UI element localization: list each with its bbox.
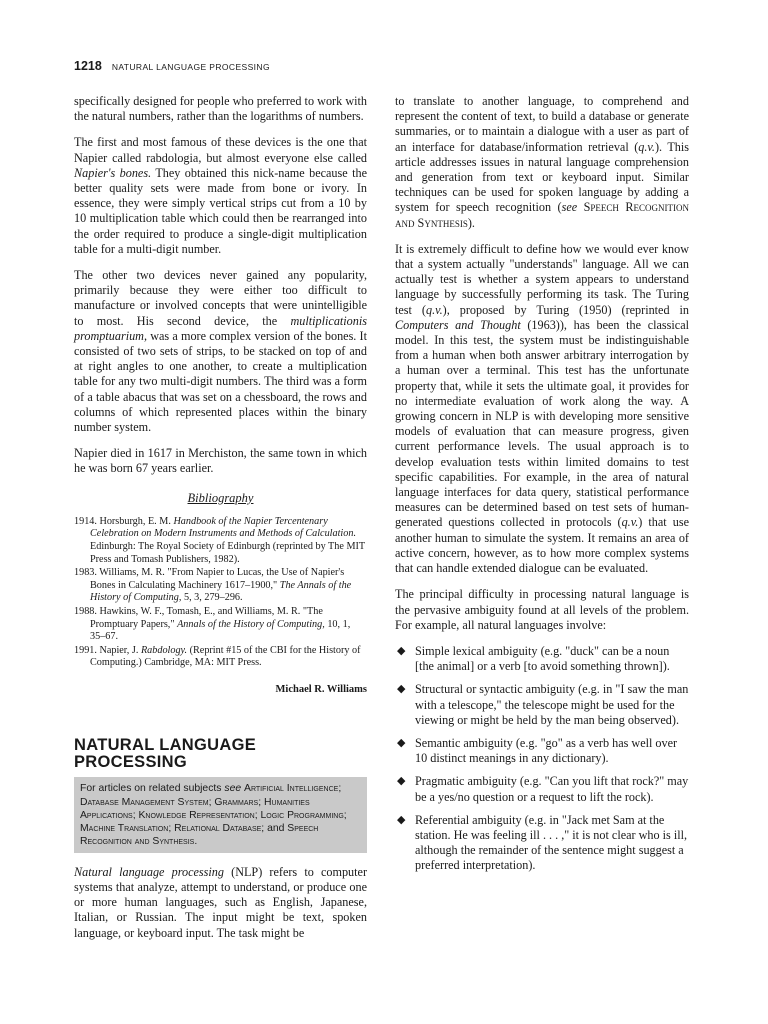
paragraph: Napier died in 1617 in Merchiston, the same town in which he was born 67 years earlier. bbox=[74, 446, 367, 476]
text-run: 10, 1, 35–67. bbox=[90, 618, 351, 643]
section-title-line: PROCESSING bbox=[74, 753, 188, 772]
page-number: 1218 bbox=[74, 59, 102, 73]
text-run: ) that use another human to simulate the system. It remains an area of active concern, however, as to how more complex systems that can handle extended dialogue can be evaluated. bbox=[395, 515, 689, 576]
running-head-title: NATURAL LANGUAGE PROCESSING bbox=[111, 62, 270, 72]
cross-reference: Knowledge Representation bbox=[138, 809, 255, 821]
list-item bbox=[395, 644, 689, 674]
bibliography-entry bbox=[74, 516, 367, 566]
text-run: The first and most famous of these devices is the one that Napier called rabdologia, but almost everyone else called bbox=[74, 135, 367, 165]
list-item-text: Structural or syntactic ambiguity (e.g. in "I saw the man with a telescope," the telescope might be used for the viewing or might be held by the man being observed). bbox=[415, 682, 689, 727]
list-item-text: Pragmatic ambiguity (e.g. "Can you lift that rock?" may be a yes/no question or a request to lift the rock). bbox=[415, 774, 689, 804]
list-item-text: Simple lexical ambiguity (e.g. "duck" can be a noun [the animal] or a verb [to avoid something thrown]). bbox=[415, 643, 670, 674]
bibliography-entry bbox=[74, 645, 367, 670]
bibliography-entry bbox=[74, 567, 367, 605]
list-item bbox=[395, 774, 689, 804]
paragraph bbox=[74, 268, 367, 435]
text-run: (1963)), has been the classical model. In this test, the system must be indistinguishable from a human when both answer arbitrary interrogation by a human over a terminal. This test has the unfortunate property that, while it sets the ultimate goal, it provides for no intermediate evaluation of work along the way. A growing concern in NLP is with developing more sensitive models of evaluation that can measure progress, given current performance levels. The usual approach is to develop evaluation tests within limited domains to test specific capabilities. For example, in the area of natural language interfaces for data query, statistical performance measures can be determined based on test sets of human-generated questions collected in protocols ( bbox=[395, 317, 689, 530]
separator: ; bbox=[132, 809, 139, 821]
paragraph bbox=[395, 94, 689, 231]
italic-title: The Annals of the History of Computing, bbox=[90, 579, 352, 604]
related-subjects-box bbox=[74, 777, 367, 852]
list-item bbox=[395, 682, 689, 728]
separator: ; bbox=[168, 823, 175, 835]
text-run: ). bbox=[467, 215, 475, 230]
italic-title: Rabdology. bbox=[140, 644, 188, 656]
separator: ; bbox=[343, 809, 347, 821]
italic-title: Computers and Thought bbox=[395, 317, 521, 332]
right-column bbox=[395, 94, 689, 882]
separator: ; and bbox=[261, 823, 288, 835]
bibliography-entry bbox=[74, 606, 367, 644]
list-item-text: Referential ambiguity (e.g. in "Jack met Sam at the station. He was feeling ill . . . ," it is not clear who is ill, although the remainder of the sentence might suggest a preferred interpretation). bbox=[415, 812, 688, 873]
text-run: was a more complex version of the bones. It consisted of two sets of strips, to be stacked on top of and at right angles to one another, to create a multiplication table for any two multi-digit numbers. The third was a form of a table abacus that was set on a chessboard, the rows and columns of which represented places within the binary number system. bbox=[74, 328, 367, 435]
cross-reference: Grammars bbox=[214, 796, 259, 808]
diamond-bullet-icon: ◆ bbox=[397, 683, 406, 696]
text-run: For articles on related subjects bbox=[80, 783, 225, 795]
see-label: see bbox=[561, 200, 578, 215]
text-run: The other two devices never gained any popularity, primarily because they were either too difficult to manufacture or involved concepts that were unintelligible to most. His second device, the bbox=[74, 268, 367, 328]
cross-reference: Logic Programming bbox=[260, 809, 344, 821]
text-run: 5, 3, 279–296. bbox=[181, 592, 243, 604]
list-item bbox=[395, 813, 689, 874]
italic-term: multiplicationis promptuarium, bbox=[74, 313, 367, 343]
bibliography-heading: Bibliography bbox=[187, 490, 254, 505]
cross-reference: Machine Translation bbox=[80, 823, 169, 835]
diamond-bullet-icon: ◆ bbox=[397, 775, 406, 788]
paragraph bbox=[395, 242, 689, 576]
paragraph: The principal difficulty in processing natural language is the pervasive ambiguity found at all levels of the problem. For example, all natural languages involve: bbox=[395, 587, 689, 632]
left-column bbox=[74, 94, 367, 952]
text-run: 1988. Hawkins, W. F., Tomash, E., and Williams, M. R. "The Promptuary Papers," bbox=[74, 606, 323, 630]
italic-title: Handbook of the Napier Tercentenary Celebration on Modern Instruments and Methods of Calculation. bbox=[90, 515, 356, 540]
separator: ; bbox=[208, 796, 215, 808]
bibliography-list bbox=[74, 516, 367, 670]
section-title-line: NATURAL LANGUAGE bbox=[74, 736, 257, 755]
text-run: (NLP) refers to computer systems that analyze, attempt to understand, or produce one or more human languages, such as English, Japanese, Italian, or Russian. The input might be text, spoken language, or keyboard input. The task might be bbox=[74, 864, 367, 940]
list-item bbox=[395, 736, 689, 766]
text-run: 1983. Williams, M. R. "From Napier to Lucas, the Use of Napier's Bones in Calculating Machinery 1617–1900," bbox=[74, 567, 345, 591]
text-run: They obtained this nick-name because the better quality sets were made from bone or ivory. In essence, they were simply vertical strips cut from a 10 by 10 multiplication table which could then be rearranged into the order required to produce a single-digit multiplication table for a multi-digit number. bbox=[74, 165, 367, 256]
paragraph bbox=[74, 135, 367, 257]
separator: . bbox=[194, 836, 198, 848]
text-run: to translate to another language, to comprehend and represent the content of text, to build a database or generate summaries, or to maintain a dialogue with a user as part of an interface for database/information retrieval ( bbox=[395, 94, 689, 154]
separator: ; bbox=[254, 809, 261, 821]
separator: ; bbox=[258, 796, 265, 808]
italic-term: Natural language processing bbox=[74, 864, 224, 879]
cross-reference: Humanities Applications bbox=[80, 796, 310, 821]
section-title bbox=[74, 737, 367, 771]
diamond-bullet-icon: ◆ bbox=[397, 644, 406, 657]
text-run: It is extremely difficult to define how we would ever know that a system actually "understands" language. All we can actually test is whether a system appears to understand language by successfully performing its task. The Turing test ( bbox=[395, 241, 689, 317]
text-run: ). This article addresses issues in natural language comprehension and generation from text or keyboard input. Similar techniques can be used for spoken language by adding a system for speech recognition ( bbox=[395, 139, 689, 215]
running-head bbox=[74, 57, 270, 75]
list-item-text: Semantic ambiguity (e.g. "go" as a verb has well over 10 distinct meanings in any dictionary). bbox=[415, 735, 678, 766]
diamond-bullet-icon: ◆ bbox=[397, 813, 406, 826]
text-run: ), proposed by Turing (1950) (reprinted in bbox=[442, 302, 690, 317]
text-run: 1914. Horsburgh, E. M. bbox=[74, 515, 174, 527]
article-author: Michael R. Williams bbox=[275, 684, 367, 695]
cross-reference: Speech Recognition and Synthesis bbox=[395, 200, 689, 230]
separator: ; bbox=[338, 783, 342, 795]
italic-title: Annals of the History of Computing, bbox=[177, 618, 325, 630]
text-run: Edinburgh: The Royal Society of Edinburgh (reprinted by The MIT Press and Tomash Publishers, 1982). bbox=[90, 541, 365, 565]
see-label: see bbox=[224, 783, 242, 795]
paragraph bbox=[74, 865, 367, 941]
text-run: 1991. Napier, J. bbox=[74, 644, 141, 656]
text-run: (Reprint #15 of the CBI for the History of Computing.) Cambridge, MA: MIT Press. bbox=[90, 644, 361, 669]
italic-term: q.v. bbox=[638, 139, 655, 154]
cross-reference: Database Management System bbox=[80, 796, 209, 808]
italic-term: q.v. bbox=[425, 302, 443, 317]
ambiguity-list bbox=[395, 644, 689, 874]
cross-reference: Speech Recognition and Synthesis bbox=[80, 823, 319, 848]
cross-reference: Artificial Intelligence bbox=[244, 783, 339, 795]
diamond-bullet-icon: ◆ bbox=[397, 736, 406, 749]
italic-term: Napier's bones. bbox=[74, 165, 152, 180]
paragraph: specifically designed for people who preferred to work with the natural numbers, rather than the logarithms of numbers. bbox=[74, 94, 367, 124]
cross-reference: Relational Database bbox=[174, 823, 262, 835]
italic-term: q.v. bbox=[621, 515, 639, 530]
